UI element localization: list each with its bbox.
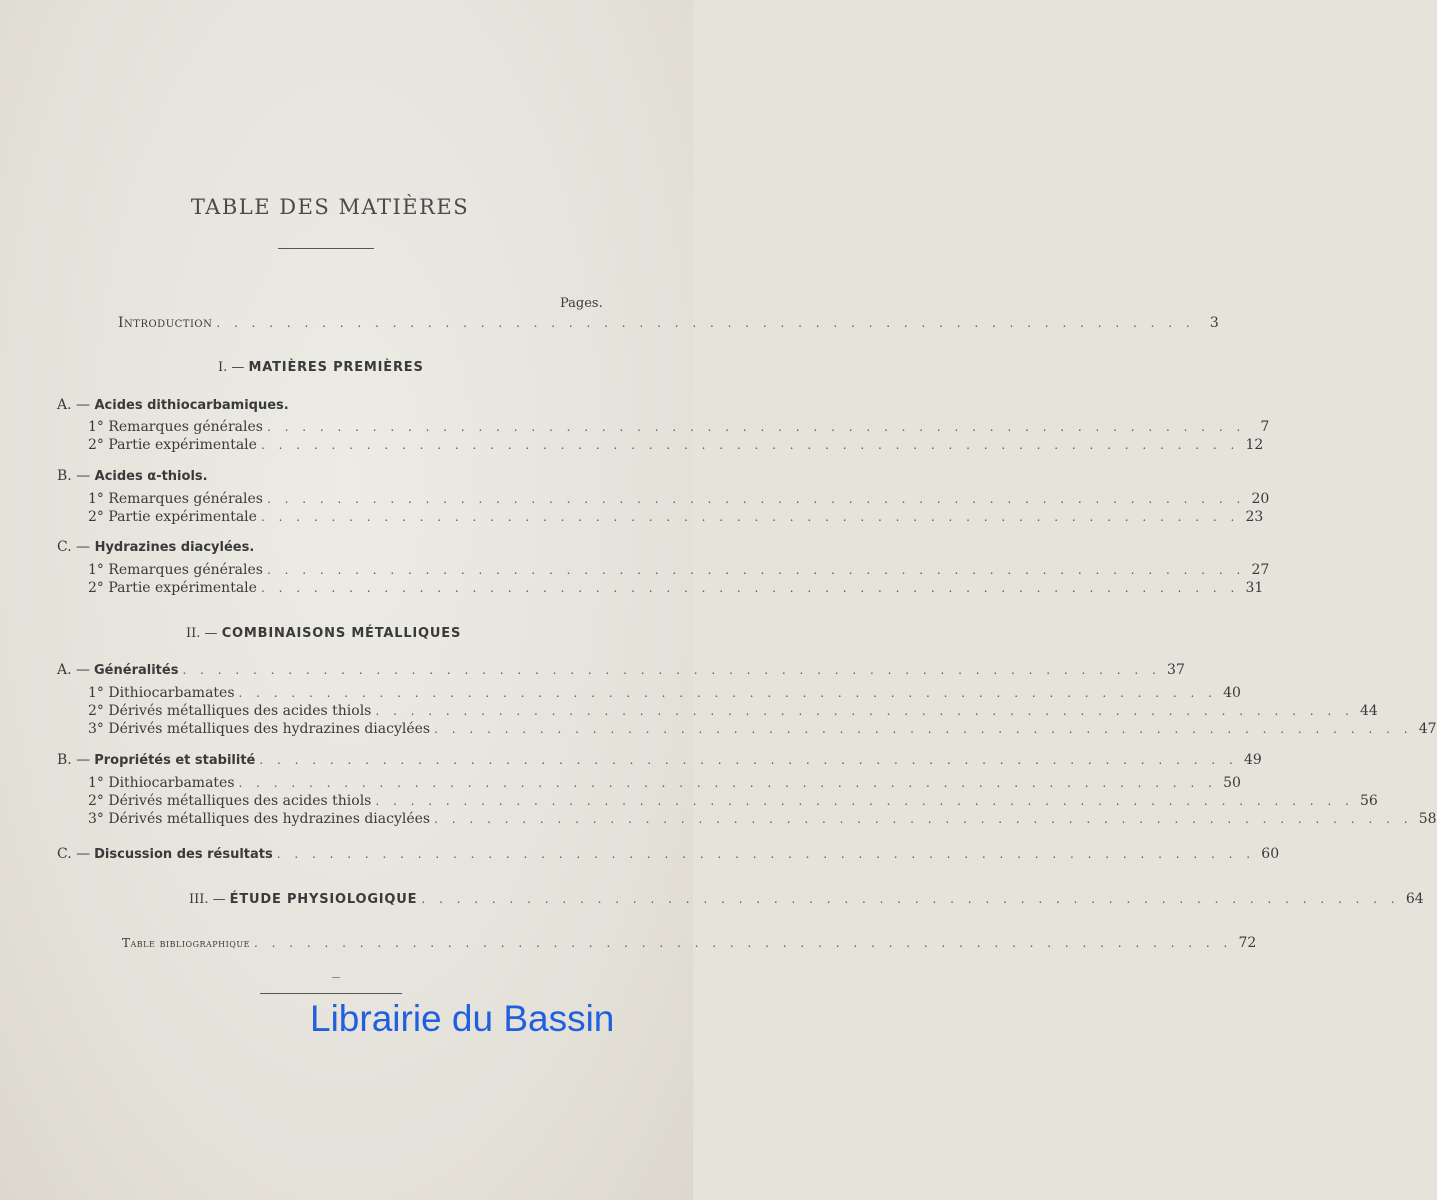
leader-dots: . . . . . . . . . . . . . . . . . . . . . . . . . . . . . . . . . . . . . . . . . . . . . . . . . . . . . . . .	[216, 316, 1195, 330]
leader-dots: . . . . . . . . . . . . . . . . . . . . . . . . . . . . . . . . . . . . . . . . . . . . . . . . . . . . . . . .	[276, 847, 1256, 861]
toc-entry[interactable]	[88, 561, 1270, 579]
part-number: II. —	[186, 626, 218, 641]
toc-entry-part-3[interactable]	[189, 890, 1424, 909]
leader-dots: . . . . . . . . . . . . . . . . . . . . . . . . . . . . . . . . . . . . . . . . . . . . . . . . . . . . . . . .	[266, 492, 1246, 506]
entry-page: 31	[1245, 580, 1264, 596]
entry-page: 20	[1251, 491, 1270, 507]
leader-dots: . . . . . . . . . . . . . . . . . . . . . . . . . . . . . . . . . . . . . . . . . . . . . . . . . . . . . . . .	[260, 510, 1240, 524]
toc-entry-2a[interactable]	[57, 661, 1185, 680]
entry-page: 23	[1245, 509, 1264, 525]
section-label: Discussion des résultats	[94, 847, 273, 862]
toc-entry[interactable]	[88, 490, 1270, 508]
leader-dots: . . . . . . . . . . . . . . . . . . . . . . . . . . . . . . . . . . . . . . . . . . . . . . . . . . . . . . . .	[375, 704, 1354, 718]
toc-entry-bibliography[interactable]	[122, 934, 1257, 952]
part-label: COMBINAISONS MÉTALLIQUES	[221, 626, 462, 641]
entry-page: 37	[1167, 662, 1185, 678]
leader-dots: . . . . . . . . . . . . . . . . . . . . . . . . . . . . . . . . . . . . . . . . . . . . . . . . . . . . . . . .	[421, 892, 1400, 906]
entry-label: 1° Remarques générales	[88, 419, 263, 435]
section-label: Acides α-thiols.	[94, 469, 208, 484]
small-ornament	[332, 977, 340, 978]
section-prefix: A. —	[57, 397, 91, 413]
section-label: Généralités	[94, 663, 179, 678]
entry-page: 72	[1238, 935, 1257, 951]
entry-page: 27	[1251, 562, 1270, 578]
leader-dots: . . . . . . . . . . . . . . . . . . . . . . . . . . . . . . . . . . . . . . . . . . . . . . . . . . . . . . . .	[266, 563, 1246, 577]
toc-entry[interactable]	[88, 774, 1241, 792]
section-heading-1b[interactable]	[57, 468, 208, 484]
toc-entry[interactable]	[88, 792, 1378, 810]
leader-dots: . . . . . . . . . . . . . . . . . . . . . . . . . . . . . . . . . . . . . . . . . . . . . . . . . . . . . . . .	[259, 753, 1238, 767]
page-title: TABLE DES MATIÈRES	[190, 195, 470, 219]
toc-entry[interactable]	[88, 436, 1264, 454]
section-label: Hydrazines diacylées.	[94, 540, 255, 555]
entry-label: 2° Partie expérimentale	[88, 509, 257, 525]
toc-entry-introduction[interactable]	[118, 314, 1219, 332]
watermark-text: Librairie du Bassin	[310, 998, 615, 1039]
entry-label: 1° Remarques générales	[88, 491, 263, 507]
leader-dots: . . . . . . . . . . . . . . . . . . . . . . . . . . . . . . . . . . . . . . . . . . . . . . . . . . . . . . . .	[238, 776, 1217, 790]
toc-entry[interactable]	[88, 720, 1437, 738]
section-label: Propriétés et stabilité	[94, 753, 256, 768]
pages-column-label: Pages.	[560, 296, 603, 311]
entry-page: 64	[1405, 891, 1424, 907]
entry-page: 7	[1260, 419, 1270, 435]
entry-label: 1° Remarques générales	[88, 562, 263, 578]
part-heading-2[interactable]	[186, 626, 461, 641]
toc-entry[interactable]	[88, 684, 1241, 702]
entry-page: 40	[1223, 685, 1241, 701]
section-prefix: B. —	[57, 468, 91, 484]
leader-dots: . . . . . . . . . . . . . . . . . . . . . . . . . . . . . . . . . . . . . . . . . . . . . . . . . . . . . . . .	[375, 794, 1354, 808]
entry-page: 56	[1359, 793, 1378, 809]
entry-page: 3	[1209, 315, 1219, 331]
entry-label: Introduction	[118, 315, 213, 331]
title-underline	[278, 248, 374, 249]
entry-label: 2° Dérivés métalliques des acides thiols	[88, 703, 372, 719]
part-label: ÉTUDE PHYSIOLOGIQUE	[229, 892, 418, 907]
toc-entry-2b[interactable]	[57, 751, 1262, 770]
part-heading-1[interactable]	[218, 360, 424, 375]
leader-dots: . . . . . . . . . . . . . . . . . . . . . . . . . . . . . . . . . . . . . . . . . . . . . . . . . . . . . . . .	[238, 686, 1217, 700]
entry-page: 50	[1223, 775, 1241, 791]
part-number: I. —	[218, 360, 245, 375]
entry-label: 2° Dérivés métalliques des acides thiols	[88, 793, 372, 809]
section-heading-1c[interactable]	[57, 539, 254, 555]
entry-label: 3° Dérivés métalliques des hydrazines diacylées	[88, 811, 431, 827]
entry-label: 3° Dérivés métalliques des hydrazines diacylées	[88, 721, 431, 737]
leader-dots: . . . . . . . . . . . . . . . . . . . . . . . . . . . . . . . . . . . . . . . . . . . . . . . . . . . . . . . .	[434, 722, 1413, 736]
toc-entry[interactable]	[88, 702, 1378, 720]
entry-page: 49	[1243, 752, 1262, 768]
leader-dots: . . . . . . . . . . . . . . . . . . . . . . . . . . . . . . . . . . . . . . . . . . . . . . . . . . . . . . . .	[182, 663, 1161, 677]
part-label: MATIÈRES PREMIÈRES	[248, 360, 424, 375]
section-prefix: C. —	[57, 539, 91, 555]
entry-label: 1° Dithiocarbamates	[88, 685, 235, 701]
part-number: III. —	[189, 892, 226, 907]
leader-dots: . . . . . . . . . . . . . . . . . . . . . . . . . . . . . . . . . . . . . . . . . . . . . . . . . . . . . . . .	[260, 581, 1240, 595]
section-label: Acides dithiocarbamiques.	[94, 398, 289, 413]
toc-entry[interactable]	[88, 810, 1437, 828]
entry-label: 1° Dithiocarbamates	[88, 775, 235, 791]
section-prefix: C. —	[57, 846, 91, 862]
toc-entry[interactable]	[88, 418, 1270, 436]
section-heading-1a[interactable]	[57, 397, 289, 413]
leader-dots: . . . . . . . . . . . . . . . . . . . . . . . . . . . . . . . . . . . . . . . . . . . . . . . . . . . . . . . .	[253, 936, 1233, 950]
section-prefix: B. —	[57, 752, 91, 768]
leader-dots: . . . . . . . . . . . . . . . . . . . . . . . . . . . . . . . . . . . . . . . . . . . . . . . . . . . . . . . .	[260, 438, 1240, 452]
closing-rule	[260, 993, 402, 994]
toc-entry-2c[interactable]	[57, 845, 1280, 864]
section-prefix: A. —	[57, 662, 91, 678]
leader-dots: . . . . . . . . . . . . . . . . . . . . . . . . . . . . . . . . . . . . . . . . . . . . . . . . . . . . . . . .	[266, 420, 1246, 434]
entry-page: 44	[1359, 703, 1378, 719]
entry-page: 58	[1418, 811, 1437, 827]
toc-entry[interactable]	[88, 579, 1264, 597]
entry-label: 2° Partie expérimentale	[88, 580, 257, 596]
entry-label: Table bibliographique	[122, 936, 250, 950]
entry-page: 60	[1261, 846, 1280, 862]
toc-entry[interactable]	[88, 508, 1264, 526]
entry-page: 12	[1245, 437, 1264, 453]
leader-dots: . . . . . . . . . . . . . . . . . . . . . . . . . . . . . . . . . . . . . . . . . . . . . . . . . . . . . . . .	[434, 812, 1413, 826]
entry-label: 2° Partie expérimentale	[88, 437, 257, 453]
entry-page: 47	[1418, 721, 1437, 737]
